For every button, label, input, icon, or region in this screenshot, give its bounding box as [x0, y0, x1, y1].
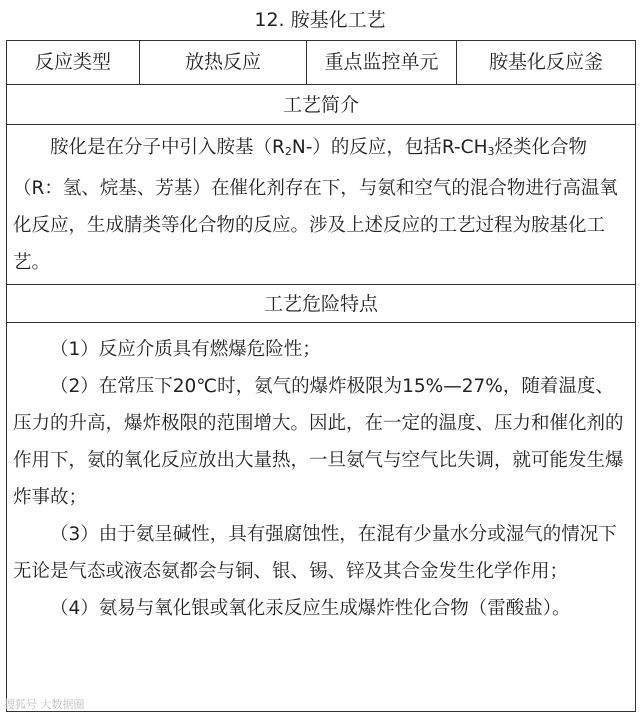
header-row [7, 41, 635, 85]
hazard-heading-row [7, 285, 635, 323]
intro-text-after: 烃类化合物（R：氢、烷基、芳基）在催化剂存在下，与氨和空气的混合物进行高温氧化反应，生成腈类等化合物的反应。涉及上述反应的工艺过程为胺基化工艺。 [13, 137, 618, 273]
watermark: 搜狐号 大数据圈 [4, 698, 85, 711]
intro-subscript-1: 2 [284, 145, 292, 158]
intro-heading-row [7, 85, 635, 125]
intro-paragraph [13, 129, 629, 281]
document-title: 12. 胺基化工艺 [254, 9, 386, 31]
hazard-item-4: （4）氨易与氧化银或氧化汞反应生成爆炸性化合物（雷酸盐）。 [50, 598, 571, 619]
hazard-item-1: （1）反应介质具有燃爆危险性； [50, 339, 321, 360]
intro-heading: 工艺简介 [282, 94, 359, 116]
hazard-item-2: （2）在常压下20℃时，氨气的爆炸极限为15%—27%，随着温度、压力的升高，爆炸极限的范围增大。因此，在一定的温度、压力和催化剂的作用下，氨的氧化反应放出大量热，一旦氨气与空气比失调，就可能发生爆炸事故； [13, 376, 624, 508]
reaction-type-value: 放热反应 [140, 41, 307, 84]
process-table [6, 40, 636, 712]
monitoring-unit-label: 重点监控单元 [307, 41, 457, 84]
intro-subscript-2: 3 [487, 145, 495, 158]
monitoring-unit-value: 胺基化反应釜 [488, 51, 603, 73]
intro-text-mid: N-）的反应，包括R-CH [291, 137, 488, 158]
hazard-item-3: （3）由于氨呈碱性，具有强腐蚀性，在混有少量水分或湿气的情况下无论是气态或液态氨都会与铜、银、锡、锌及其合金发生化学作用； [13, 524, 617, 582]
hazard-list [13, 331, 629, 627]
hazard-row [7, 323, 635, 711]
intro-row [7, 125, 635, 285]
reaction-type-label: 反应类型 [7, 41, 140, 84]
intro-text-before: 胺化是在分子中引入胺基（R [50, 137, 285, 158]
hazard-heading: 工艺危险特点 [263, 293, 378, 315]
